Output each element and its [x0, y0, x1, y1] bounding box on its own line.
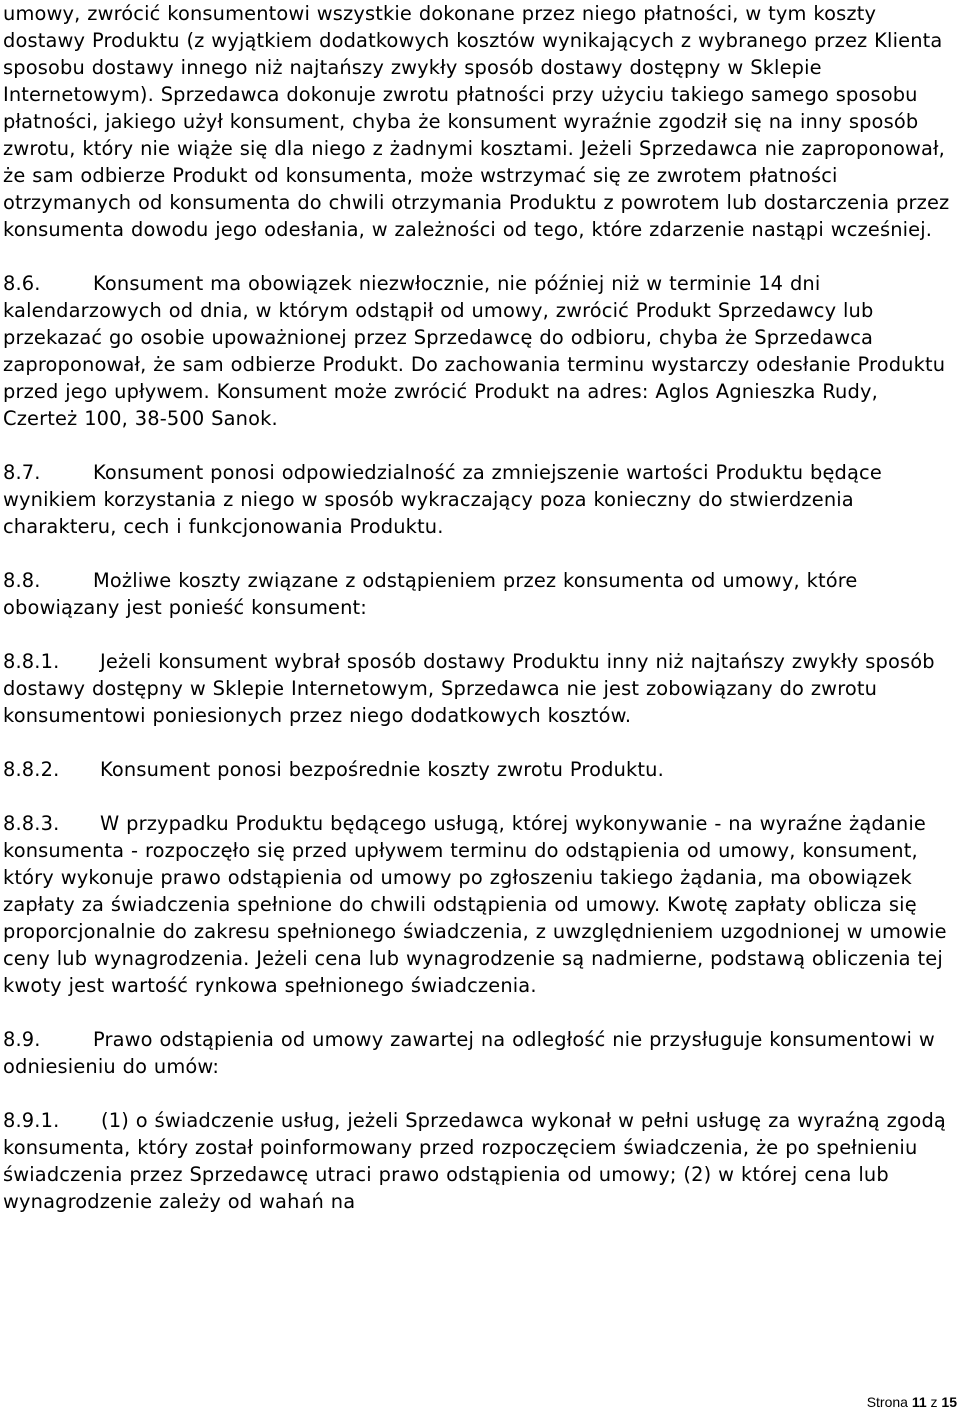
section-number: 8.7. [3, 461, 41, 484]
section-text: W przypadku Produktu będącego usługą, której wykonywanie - na wyraźne żądanie konsumenta - rozpoczęło się przed upływem terminu do odstąpienia od umowy, konsument, który wykonuje prawo odstąpienia od umowy po zgłoszeniu takiego żądania, ma obowiązek zapłaty za świadczenia spełnione do chwili odstąpienia od umowy. Kwotę zapłaty oblicza się proporcjonalnie do zakresu spełnionego świadczenia, z uwzględnieniem uzgodnionej w umowie ceny lub wynagrodzenia. Jeżeli cena lub wynagrodzenie są nadmierne, podstawą obliczenia tej kwoty jest wartość rynkowa spełnionego świadczenia. [3, 812, 947, 997]
section-text: Prawo odstąpienia od umowy zawartej na odległość nie przysługuje konsumentowi w odniesieniu do umów: [3, 1028, 935, 1078]
section-number: 8.6. [3, 272, 41, 295]
section-8-7 [3, 459, 958, 540]
section-text: Możliwe koszty związane z odstąpieniem przez konsumenta od umowy, które obowiązany jest ponieść konsument: [3, 569, 858, 619]
section-8-8-1 [3, 648, 958, 729]
section-text: Konsument ponosi bezpośrednie koszty zwrotu Produktu. [100, 758, 664, 781]
section-text: Konsument ma obowiązek niezwłocznie, nie później niż w terminie 14 dni kalendarzowych od dnia, w którym odstąpił od umowy, zwrócić Produkt Sprzedawcy lub przekazać go osobie upoważnionej przez Sprzedawcę do odbioru, chyba że Sprzedawca zaproponował, że sam odbierze Produkt. Do zachowania terminu wystarczy odesłanie Produktu przed jego upływem. Konsument może zwrócić Produkt na adres: Aglos Agnieszka Rudy, Czerteż 100, 38-500 Sanok. [3, 272, 946, 430]
section-number: 8.8.2. [3, 758, 60, 781]
section-number: 8.8.1. [3, 650, 60, 673]
page-separator: z [930, 1394, 938, 1410]
section-number: 8.8. [3, 569, 41, 592]
section-8-8 [3, 567, 958, 621]
intro-paragraph: umowy, zwrócić konsumentowi wszystkie dokonane przez niego płatności, w tym koszty dostawy Produktu (z wyjątkiem dodatkowych kosztów wynikających z wybranego przez Klienta sposobu dostawy innego niż najtańszy zwykły sposób dostawy dostępny w Sklepie Internetowym). Sprzedawca dokonuje zwrotu płatności przy użyciu takiego samego sposobu płatności, jakiego użył konsument, chyba że konsument wyraźnie zgodził się na inny sposób zwrotu, który nie wiąże się dla niego z żadnymi kosztami. Jeżeli Sprzedawca nie zaproponował, że sam odbierze Produkt od konsumenta, może wstrzymać się ze zwrotem płatności otrzymanych od konsumenta do chwili otrzymania Produktu z powrotem lub dostarczenia przez konsumenta dowodu jego odesłania, w zależności od tego, które zdarzenie nastąpi wcześniej. [3, 2, 950, 241]
total-pages-number: 15 [941, 1394, 957, 1410]
section-number: 8.9.1. [3, 1109, 60, 1132]
document-page [3, 0, 958, 1215]
section-8-8-2 [3, 756, 958, 783]
section-8-9 [3, 1026, 958, 1080]
section-8-6 [3, 270, 958, 432]
section-8-9-1 [3, 1107, 958, 1215]
page-number-footer [867, 1394, 957, 1411]
section-8-8-3 [3, 810, 958, 999]
section-text: (1) o świadczenie usług, jeżeli Sprzedawca wykonał w pełni usługę za wyraźną zgodą konsumenta, który został poinformowany przed rozpoczęciem świadczenia, że po spełnieniu świadczenia przez Sprzedawcę utraci prawo odstąpienia od umowy; (2) w której cena lub wynagrodzenie zależy od wahań na [3, 1109, 946, 1213]
section-text: Jeżeli konsument wybrał sposób dostawy Produktu inny niż najtańszy zwykły sposób dostawy dostępny w Sklepie Internetowym, Sprzedawca nie jest zobowiązany do zwrotu konsumentowi poniesionych przez niego dodatkowych kosztów. [3, 650, 935, 727]
section-text: Konsument ponosi odpowiedzialność za zmniejszenie wartości Produktu będące wynikiem korzystania z niego w sposób wykraczający poza konieczny do stwierdzenia charakteru, cech i funkcjonowania Produktu. [3, 461, 882, 538]
section-number: 8.8.3. [3, 812, 60, 835]
section-number: 8.9. [3, 1028, 41, 1051]
page-label: Strona [866, 1394, 908, 1410]
current-page-number: 11 [911, 1394, 927, 1410]
